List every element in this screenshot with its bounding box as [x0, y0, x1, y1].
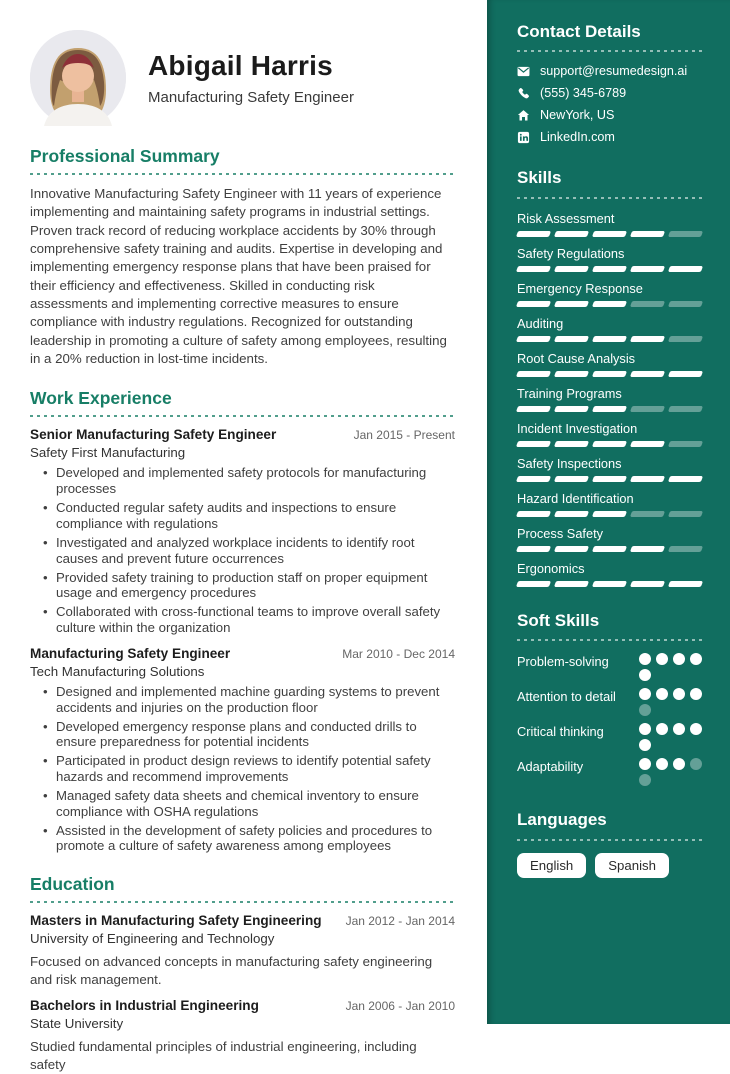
skill-level-segment	[516, 581, 551, 587]
job-bullet-list	[30, 465, 455, 635]
job-dates: Jan 2015 - Present	[353, 428, 455, 443]
phone-icon	[517, 87, 530, 100]
education-entry	[30, 998, 455, 1074]
job-header	[30, 646, 455, 661]
job-entry	[30, 646, 455, 854]
skill-level-segment	[516, 231, 551, 237]
skill-level-segment	[630, 476, 665, 482]
person-name: Abigail Harris	[148, 50, 333, 81]
section-divider	[30, 415, 455, 417]
soft-skill-dots	[639, 653, 702, 681]
skill-level-segment	[668, 441, 703, 447]
job-dates: Mar 2010 - Dec 2014	[342, 646, 455, 661]
job-header	[30, 427, 455, 442]
skill-level-segment	[554, 336, 589, 342]
skill-name: Ergonomics	[517, 560, 585, 576]
skill-level-segment	[630, 511, 665, 517]
education-header	[30, 998, 455, 1013]
languages-heading: Languages	[517, 810, 607, 830]
work-heading: Work Experience	[30, 388, 172, 409]
skill-name: Root Cause Analysis	[517, 350, 636, 366]
job-bullet: • Developed emergency response plans and conducted drills to ensure preparedness for potential incidents	[56, 719, 455, 751]
soft-skill-dot	[639, 688, 651, 700]
skill-item	[517, 281, 702, 307]
soft-skill-dot	[656, 688, 668, 700]
skill-level-segment	[554, 581, 589, 587]
soft-skill-dot	[673, 758, 685, 770]
job-company: Safety First Manufacturing	[30, 445, 186, 461]
skill-name: Safety Inspections	[517, 455, 622, 471]
soft-skill-dots	[639, 723, 702, 751]
skill-level-segment	[592, 231, 627, 237]
skill-level-segment	[668, 476, 703, 482]
soft-skill-dot	[639, 653, 651, 665]
section-languages	[517, 810, 702, 877]
skill-item	[517, 211, 702, 237]
language-pill[interactable]: Spanish	[595, 853, 669, 878]
skill-level-segment	[630, 581, 665, 587]
soft-skill-item	[517, 758, 702, 786]
skill-item	[517, 386, 702, 412]
skill-level-bar	[517, 581, 702, 587]
section-contact-details	[517, 22, 702, 144]
skill-level-segment	[516, 441, 551, 447]
contact-text: (555) 345-6789	[540, 86, 627, 101]
skill-level-segment	[668, 301, 703, 307]
summary-text: Innovative Manufacturing Safety Engineer with 11 years of experience implementing and maintaining safety programs in industrial settings. Proven track record of reducing workplace accidents by 30% through comprehensive safety training and audits. Expertise in developing and implementing emergency response plans that have been praised for their efficiency and effectiveness. Skilled in conducting risk assessments and implementing corrective measures to ensure compliance with industry regulations. Recognized for outstanding leadership in promoting a culture of safety among employees, resulting in a 20% reduction in lost-time incidents.	[30, 186, 447, 367]
job-bullet: • Conducted regular safety audits and inspections to ensure compliance with regulations	[56, 500, 455, 532]
skill-level-bar	[517, 511, 702, 517]
skill-level-bar	[517, 266, 702, 272]
job-bullet: • Provided safety training to production staff on proper equipment usage and emergency procedures	[56, 570, 455, 602]
soft-skill-dot	[673, 723, 685, 735]
education-header	[30, 913, 455, 928]
skill-level-segment	[554, 231, 589, 237]
soft-skill-dot	[639, 758, 651, 770]
skill-level-segment	[554, 301, 589, 307]
soft-skill-dot	[690, 688, 702, 700]
education-dates: Jan 2006 - Jan 2010	[345, 999, 455, 1014]
job-bullet: • Designed and implemented machine guarding systems to prevent accidents and injuries on the production floor	[56, 684, 455, 716]
skill-level-segment	[592, 266, 627, 272]
soft-skills-heading: Soft Skills	[517, 610, 600, 630]
skill-level-bar	[517, 406, 702, 412]
soft-skill-dot	[656, 758, 668, 770]
section-divider	[30, 173, 455, 175]
contact-item	[517, 108, 702, 122]
contact-list	[517, 64, 702, 144]
soft-skill-dot	[639, 774, 651, 786]
soft-skill-dot	[639, 739, 651, 751]
skill-level-segment	[630, 266, 665, 272]
skill-level-segment	[554, 546, 589, 552]
name-block	[148, 50, 354, 106]
skill-level-segment	[630, 336, 665, 342]
skill-level-segment	[668, 231, 703, 237]
email-icon	[517, 65, 530, 78]
skill-level-segment	[592, 581, 627, 587]
skill-level-segment	[592, 441, 627, 447]
contact-text: NewYork, US	[540, 108, 615, 123]
skill-level-segment	[516, 371, 551, 377]
job-bullet: • Collaborated with cross-functional teams to improve overall safety culture within the organization	[56, 604, 455, 636]
section-soft-skills	[517, 611, 702, 786]
section-professional-summary	[30, 146, 455, 368]
skill-level-segment	[668, 336, 703, 342]
soft-skill-item	[517, 653, 702, 681]
skill-level-segment	[668, 511, 703, 517]
education-school: State University	[30, 1016, 124, 1032]
skill-level-segment	[516, 511, 551, 517]
skill-level-segment	[668, 546, 703, 552]
job-bullet: • Assisted in the development of safety policies and procedures to promote a culture of safety awareness among employees	[56, 823, 455, 855]
skill-name: Process Safety	[517, 525, 604, 541]
contact-item[interactable]	[517, 130, 702, 144]
skill-level-segment	[668, 266, 703, 272]
sidebar	[487, 0, 730, 1024]
job-company: Tech Manufacturing Solutions	[30, 663, 205, 679]
section-divider	[517, 639, 702, 641]
job-bullet: • Participated in product design reviews to identify potential safety hazards and recommend improvements	[56, 753, 455, 785]
soft-skill-dot	[673, 653, 685, 665]
soft-skill-dots	[639, 758, 702, 786]
skill-level-bar	[517, 336, 702, 342]
soft-skill-item	[517, 723, 702, 751]
skill-level-segment	[554, 511, 589, 517]
skill-level-segment	[554, 266, 589, 272]
profile-photo-illustration	[30, 30, 126, 126]
language-pill[interactable]: English	[517, 853, 586, 878]
section-divider	[517, 197, 702, 199]
skill-level-segment	[554, 371, 589, 377]
soft-skill-dot	[690, 758, 702, 770]
soft-skill-dot	[690, 653, 702, 665]
skill-level-segment	[516, 476, 551, 482]
skill-name: Hazard Identification	[517, 490, 634, 506]
job-bullet: • Managed safety data sheets and chemical inventory to ensure compliance with OSHA regulations	[56, 788, 455, 820]
identity-header	[30, 30, 455, 126]
skill-level-bar	[517, 301, 702, 307]
soft-skill-dots	[639, 688, 702, 716]
skill-level-segment	[592, 511, 627, 517]
soft-skill-dot	[639, 723, 651, 735]
skill-item	[517, 526, 702, 552]
contact-heading: Contact Details	[517, 22, 641, 41]
education-degree: Bachelors in Industrial Engineering	[30, 998, 259, 1014]
job-title: Manufacturing Safety Engineer	[30, 645, 231, 661]
skill-item	[517, 491, 702, 517]
job-bullet: • Developed and implemented safety protocols for manufacturing processes	[56, 465, 455, 497]
soft-skill-name: Problem-solving	[517, 654, 609, 670]
soft-skill-dot	[656, 653, 668, 665]
job-bullet: • Investigated and analyzed workplace incidents to identify root causes and prevent future occurrences	[56, 535, 455, 567]
summary-heading: Professional Summary	[30, 146, 220, 166]
job-list	[30, 427, 455, 854]
skill-level-segment	[630, 301, 665, 307]
skill-item	[517, 351, 702, 377]
skill-item	[517, 456, 702, 482]
soft-skill-dot	[639, 704, 651, 716]
skill-level-bar	[517, 546, 702, 552]
education-dates: Jan 2012 - Jan 2014	[345, 914, 455, 929]
home-icon	[517, 109, 530, 122]
skill-level-segment	[516, 301, 551, 307]
soft-skills-list	[517, 653, 702, 786]
skill-level-segment	[516, 266, 551, 272]
skill-level-bar	[517, 441, 702, 447]
language-pills	[517, 853, 702, 878]
education-description: Studied fundamental principles of industrial engineering, including safety	[30, 1039, 417, 1073]
skill-level-bar	[517, 371, 702, 377]
skill-level-segment	[592, 546, 627, 552]
education-description: Focused on advanced concepts in manufacturing safety engineering and risk management.	[30, 954, 433, 988]
person-job-title: Manufacturing Safety Engineer	[148, 89, 354, 106]
soft-skill-dot	[690, 723, 702, 735]
soft-skill-name: Adaptability	[517, 759, 584, 775]
education-entry	[30, 913, 455, 989]
skill-name: Safety Regulations	[517, 245, 625, 261]
education-school: University of Engineering and Technology	[30, 931, 275, 947]
section-work-experience	[30, 388, 455, 854]
skill-name: Emergency Response	[517, 280, 643, 296]
soft-skill-dot	[673, 688, 685, 700]
skill-level-segment	[630, 371, 665, 377]
job-title: Senior Manufacturing Safety Engineer	[30, 427, 277, 443]
soft-skill-item	[517, 688, 702, 716]
skill-level-segment	[630, 441, 665, 447]
skill-level-segment	[668, 581, 703, 587]
skill-level-segment	[668, 371, 703, 377]
soft-skill-name: Critical thinking	[517, 724, 604, 740]
education-degree: Masters in Manufacturing Safety Engineering	[30, 913, 322, 929]
skill-item	[517, 561, 702, 587]
job-bullet-list	[30, 684, 455, 854]
skill-level-segment	[592, 371, 627, 377]
skill-level-bar	[517, 476, 702, 482]
skills-heading: Skills	[517, 168, 562, 188]
skills-list	[517, 211, 702, 587]
soft-skill-dot	[639, 669, 651, 681]
skill-level-segment	[516, 406, 551, 412]
skill-item	[517, 421, 702, 447]
profile-photo	[30, 30, 126, 126]
skill-level-segment	[554, 441, 589, 447]
section-divider	[517, 50, 702, 52]
skill-level-segment	[592, 301, 627, 307]
soft-skill-name: Attention to detail	[517, 689, 616, 705]
skill-item	[517, 316, 702, 342]
skill-level-bar	[517, 231, 702, 237]
section-divider	[30, 901, 455, 903]
skill-level-segment	[630, 546, 665, 552]
skill-item	[517, 246, 702, 272]
skill-level-segment	[630, 231, 665, 237]
skill-name: Risk Assessment	[517, 210, 615, 226]
skill-level-segment	[668, 406, 703, 412]
skill-level-segment	[516, 336, 551, 342]
job-entry	[30, 427, 455, 635]
skill-name: Auditing	[517, 315, 564, 331]
skill-level-segment	[630, 406, 665, 412]
skill-level-segment	[592, 406, 627, 412]
soft-skill-dot	[656, 723, 668, 735]
skill-level-segment	[592, 476, 627, 482]
section-divider	[517, 839, 702, 841]
contact-item[interactable]	[517, 64, 702, 78]
education-heading: Education	[30, 874, 115, 895]
section-skills	[517, 168, 702, 586]
contact-text: LinkedIn.com	[540, 130, 615, 145]
education-list	[30, 913, 455, 1074]
skill-level-segment	[592, 336, 627, 342]
skill-level-segment	[554, 476, 589, 482]
linkedin-icon	[517, 131, 530, 144]
skill-level-segment	[516, 546, 551, 552]
contact-item[interactable]	[517, 86, 702, 100]
skill-name: Training Programs	[517, 385, 622, 401]
contact-text: support@resumedesign.ai	[540, 64, 688, 79]
skill-level-segment	[554, 406, 589, 412]
section-education	[30, 874, 455, 1074]
skill-name: Incident Investigation	[517, 420, 638, 436]
